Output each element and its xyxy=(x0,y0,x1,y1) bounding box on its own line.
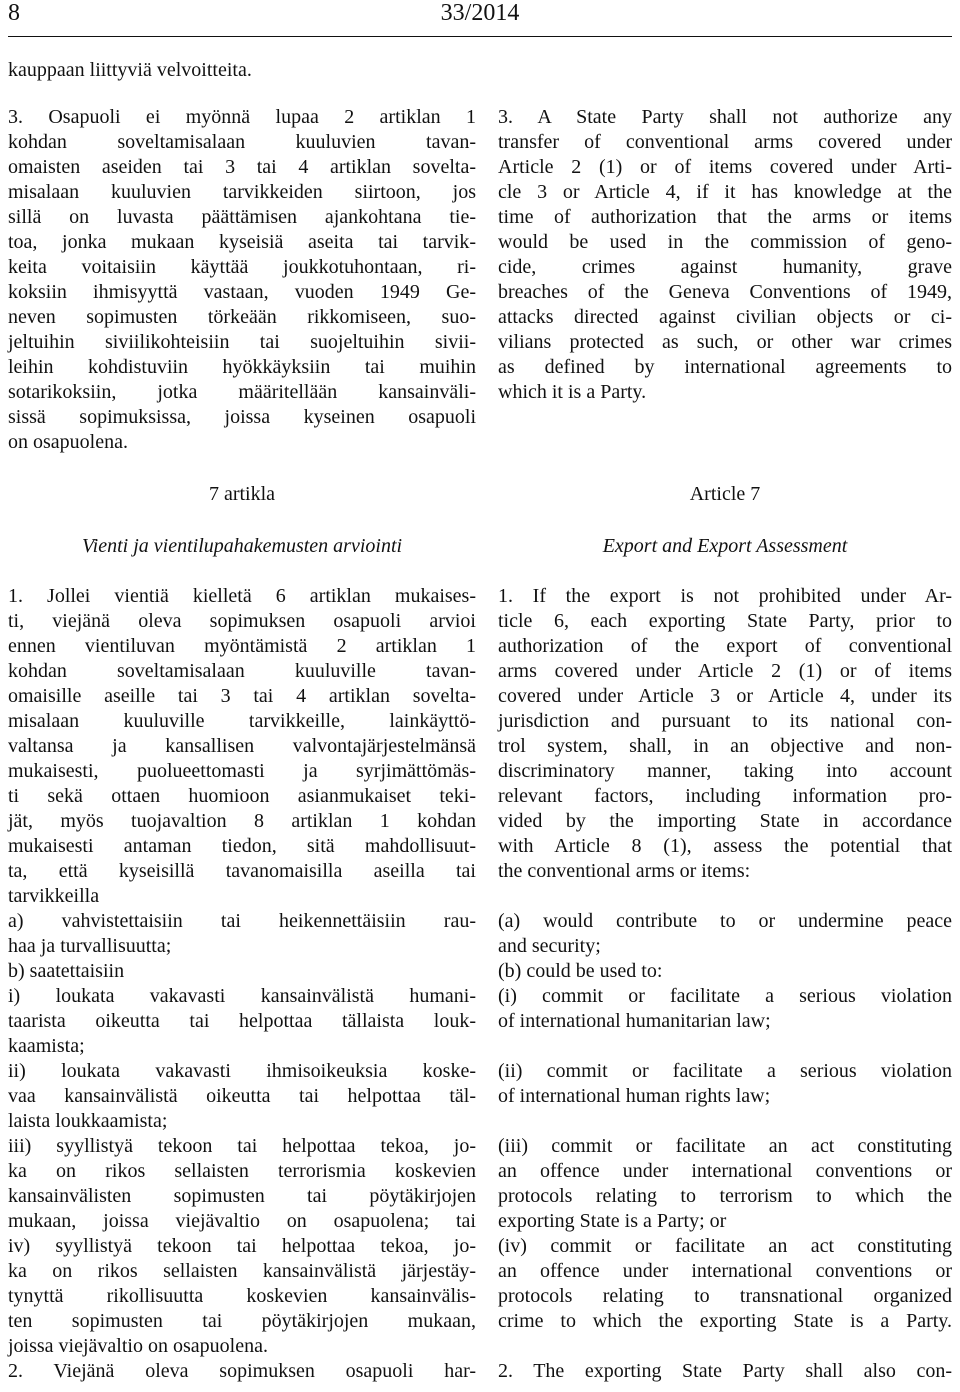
text-line-fi: 1. Jollei vientiä kielletä 6 artiklan mukaises- xyxy=(8,585,476,607)
text-line-fi: omaisille aseille tai 3 tai 4 artiklan sovelta- xyxy=(8,685,476,707)
text-line-fi: tynyttä rikollisuutta koskevien kansainvälis- xyxy=(8,1285,476,1307)
text-line-fi: toa, jonka mukaan kyseisiä aseita tai tarvik- xyxy=(8,231,476,253)
text-line-fi: ennen vientiluvan myöntämistä 2 artiklan 1 xyxy=(8,635,476,657)
text-line-fi: leihin kohdistuviin hyökkäyksiin tai muihin xyxy=(8,356,476,378)
text-line-fi: 3. Osapuoli ei myönnä lupaa 2 artiklan 1 xyxy=(8,106,476,128)
text-line-fi: valtansa ja kansallisen valvontajärjestelmänsä xyxy=(8,735,476,757)
text-line-en: of international humanitarian law; xyxy=(498,1010,771,1032)
text-line-fi: misalaan kuuluvien tarvikkeiden siirtoon, jos xyxy=(8,181,476,203)
text-line-en: of international human rights law; xyxy=(498,1085,771,1107)
text-line-en: cide, crimes against humanity, grave xyxy=(498,256,952,278)
header-rule xyxy=(8,36,952,37)
text-line-fi: laista loukkaamista; xyxy=(8,1110,168,1132)
text-line-fi: misalaan kuuluville tarvikkeille, lainkäyttö- xyxy=(8,710,476,732)
text-line-en: Article 2 (1) or of items covered under Arti- xyxy=(498,156,952,178)
text-line-fi: mukaisesti, puolueettomasti ja syrjimättömäs- xyxy=(8,760,476,782)
text-line-en: breaches of the Geneva Conventions of 1949, xyxy=(498,281,952,303)
text-line-en: 1. If the export is not prohibited under Ar- xyxy=(498,585,952,607)
text-line-en: exporting State is a Party; or xyxy=(498,1210,727,1232)
text-line-en: relevant factors, including information pro- xyxy=(498,785,952,807)
text-line-en: and security; xyxy=(498,935,601,957)
text-line-en: an offence under international conventions or xyxy=(498,1260,952,1282)
text-line-en: cle 3 or Article 4, if it has knowledge at the xyxy=(498,181,952,203)
text-line-fi: kansainvälisten sopimusten tai pöytäkirjojen xyxy=(8,1185,476,1207)
text-line-en: (iv) commit or facilitate an act constituting xyxy=(498,1235,952,1257)
page-number: 8 xyxy=(8,0,20,26)
text-line-en: jurisdiction and pursuant to its national con- xyxy=(498,710,952,732)
text-line-fi: ka on rikos sellaisten kansainvälistä järjestäy- xyxy=(8,1260,476,1282)
article-heading-fi: 7 artikla xyxy=(208,483,276,505)
text-line-en: vilians protected as such, or other war crimes xyxy=(498,331,952,353)
text-line-fi: a) vahvistettaisiin tai heikennettäisiin rau- xyxy=(8,910,476,932)
text-line-en: protocols relating to transnational organized xyxy=(498,1285,952,1307)
text-line-fi: tarvikkeilla xyxy=(8,885,100,907)
text-line-en: which it is a Party. xyxy=(498,381,647,403)
text-line-fi: ten sopimusten tai pöytäkirjojen mukaan, xyxy=(8,1310,476,1332)
text-line-fi: jät, myös tuojavaltion 8 artiklan 1 kohdan xyxy=(8,810,476,832)
text-line-fi: ta, että kyseisillä tavanomaisilla aseilla tai xyxy=(8,860,476,882)
text-line-fi: mukaisesti antaman tiedon, sitä mahdollisuut- xyxy=(8,835,476,857)
text-line-en: protocols relating to terrorism to which the xyxy=(498,1185,952,1207)
text-line-en: vided by the importing State in accordance xyxy=(498,810,952,832)
text-line-fi: on osapuolena. xyxy=(8,431,128,453)
text-line-en: crime to which the exporting State is a Party. xyxy=(498,1310,952,1332)
text-line-fi: sotarikoksiin, jotka määritellään kansainväli- xyxy=(8,381,476,403)
text-line-en: 3. A State Party shall not authorize any xyxy=(498,106,952,128)
text-line-fi: sillä on luvasta päättämisen ajankohtana tie- xyxy=(8,206,476,228)
text-line-fi: taarista oikeutta tai helpottaa tällaista louk- xyxy=(8,1010,476,1032)
text-line-fi: ti, viejänä oleva sopimuksen osapuoli arvioi xyxy=(8,610,476,632)
text-line-en: (ii) commit or facilitate a serious violation xyxy=(498,1060,952,1082)
text-line-fi: ka on rikos sellaisten terrorismia koskevien xyxy=(8,1160,476,1182)
text-line-fi: iii) syyllistyä tekoon tai helpottaa tekoa, jo- xyxy=(8,1135,476,1157)
text-line-en: discriminatory manner, taking into account xyxy=(498,760,952,782)
article-subtitle-fi: Vienti ja vientilupahakemusten arviointi xyxy=(81,535,403,557)
text-line-fi: jeltuihin siviilikohteisiin tai suojeltuihin sivii- xyxy=(8,331,476,353)
text-line-en: an offence under international conventions or xyxy=(498,1160,952,1182)
text-line-en: with Article 8 (1), assess the potential that xyxy=(498,835,952,857)
text-line-fi: kauppaan liittyviä velvoitteita. xyxy=(8,59,252,81)
text-line-fi: sissä sopimuksissa, joissa kyseinen osapuoli xyxy=(8,406,476,428)
text-line-fi: joissa viejävaltio on osapuolena. xyxy=(8,1335,268,1357)
text-line-fi: b) saatettaisiin xyxy=(8,960,125,982)
text-line-en: time of authorization that the arms or items xyxy=(498,206,952,228)
text-line-fi: ii) loukata vakavasti ihmisoikeuksia koske- xyxy=(8,1060,476,1082)
text-line-fi: kohdan soveltamisalaan kuuluville tavan- xyxy=(8,660,476,682)
text-line-en: authorization of the export of conventional xyxy=(498,635,952,657)
text-line-fi: i) loukata vakavasti kansainvälistä humani- xyxy=(8,985,476,1007)
text-line-en: trol system, shall, in an objective and non- xyxy=(498,735,952,757)
text-line-fi: vaa kansainvälistä oikeutta tai helpottaa täl- xyxy=(8,1085,476,1107)
text-line-fi: koksiin ihmisyyttä vastaan, vuoden 1949 Ge- xyxy=(8,281,476,303)
issue-number: 33/2014 xyxy=(440,0,520,26)
text-line-fi: haa ja turvallisuutta; xyxy=(8,935,172,957)
text-line-en: as defined by international agreements to xyxy=(498,356,952,378)
text-line-fi: 2. Viejänä oleva sopimuksen osapuoli har- xyxy=(8,1360,476,1382)
text-line-fi: omaisten aseiden tai 3 tai 4 artiklan sovelta- xyxy=(8,156,476,178)
text-line-fi: ti sekä ottaen huomioon asianmukaiset teki- xyxy=(8,785,476,807)
text-line-fi: kohdan soveltamisalaan kuuluvien tavan- xyxy=(8,131,476,153)
text-line-fi: neven sopimusten törkeään rikkomiseen, suo- xyxy=(8,306,476,328)
article-subtitle-en: Export and Export Assessment xyxy=(602,535,848,557)
text-line-en: arms covered under Article 2 (1) or of items xyxy=(498,660,952,682)
text-line-en: (b) could be used to: xyxy=(498,960,663,982)
text-line-fi: keita voitaisiin käyttää joukkotuhontaan, ri- xyxy=(8,256,476,278)
text-line-en: (iii) commit or facilitate an act constituting xyxy=(498,1135,952,1157)
text-line-en: the conventional arms or items: xyxy=(498,860,751,882)
text-line-en: (i) commit or facilitate a serious violation xyxy=(498,985,952,1007)
text-line-en: covered under Article 3 or Article 4, under its xyxy=(498,685,952,707)
article-heading-en: Article 7 xyxy=(689,483,761,505)
text-line-en: attacks directed against civilian objects or ci- xyxy=(498,306,952,328)
text-line-fi: iv) syyllistyä tekoon tai helpottaa tekoa, jo- xyxy=(8,1235,476,1257)
text-line-fi: kaamista; xyxy=(8,1035,85,1057)
text-line-en: ticle 6, each exporting State Party, prior to xyxy=(498,610,952,632)
text-line-en: transfer of conventional arms covered under xyxy=(498,131,952,153)
text-line-en: 2. The exporting State Party shall also con- xyxy=(498,1360,952,1382)
text-line-en: (a) would contribute to or undermine peace xyxy=(498,910,952,932)
text-line-fi: mukaan, joissa viejävaltio on osapuolena; tai xyxy=(8,1210,476,1232)
text-line-en: would be used in the commission of geno- xyxy=(498,231,952,253)
